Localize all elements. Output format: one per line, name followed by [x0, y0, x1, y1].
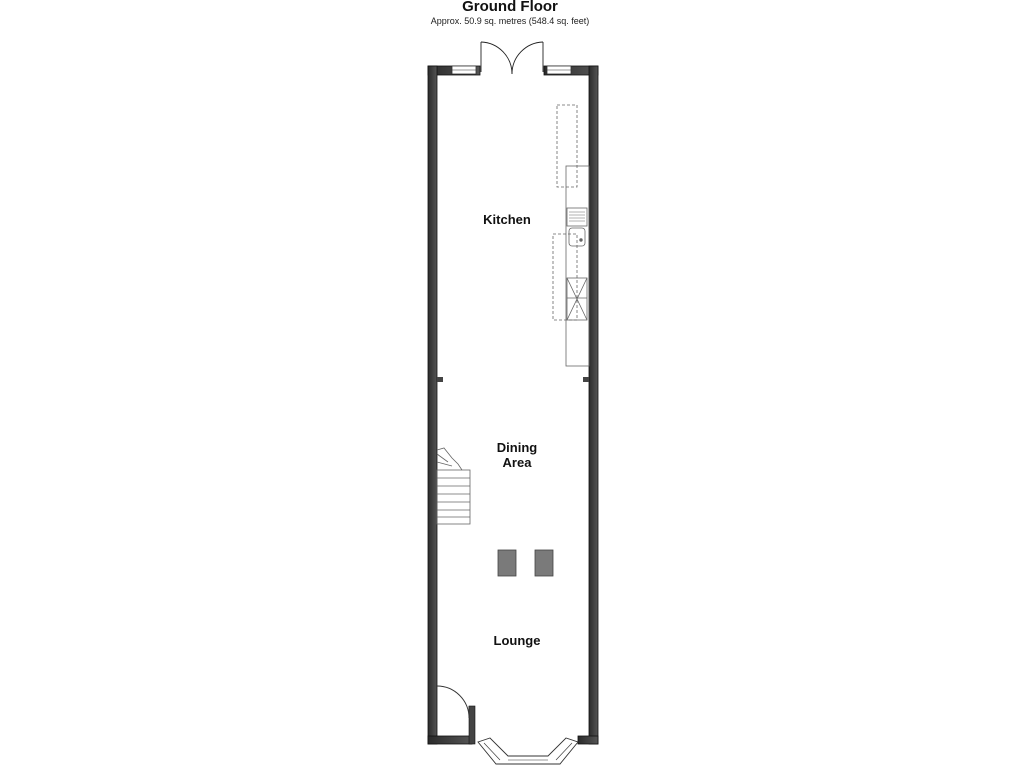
drainer — [567, 208, 587, 226]
worktop — [566, 166, 589, 366]
staircase — [437, 448, 470, 524]
floor-title: Ground Floor — [462, 0, 558, 15]
room-label-kitchen: Kitchen — [483, 212, 531, 227]
wall-pier — [469, 706, 475, 744]
fireplaces — [498, 550, 553, 576]
wall-bottom-left — [428, 736, 472, 744]
wall-right — [589, 66, 598, 744]
fireplace-right — [535, 550, 553, 576]
room-label-dining — [472, 440, 562, 470]
bay-window — [478, 738, 578, 764]
room-label-dining-line1: Dining — [496, 440, 538, 455]
room-label-lounge: Lounge — [493, 633, 541, 648]
front-door — [437, 686, 469, 718]
floor-area-subtitle: Approx. 50.9 sq. metres (548.4 sq. feet) — [430, 16, 590, 26]
wall-nibs — [437, 377, 589, 382]
french-doors — [481, 42, 543, 74]
fireplace-left — [498, 550, 516, 576]
wall-cupboard-upper — [557, 105, 577, 187]
wall-left — [428, 66, 437, 744]
kitchen-units — [553, 105, 589, 366]
room-label-dining-line2: Area — [502, 455, 532, 470]
wall-bottom-right — [578, 736, 598, 744]
